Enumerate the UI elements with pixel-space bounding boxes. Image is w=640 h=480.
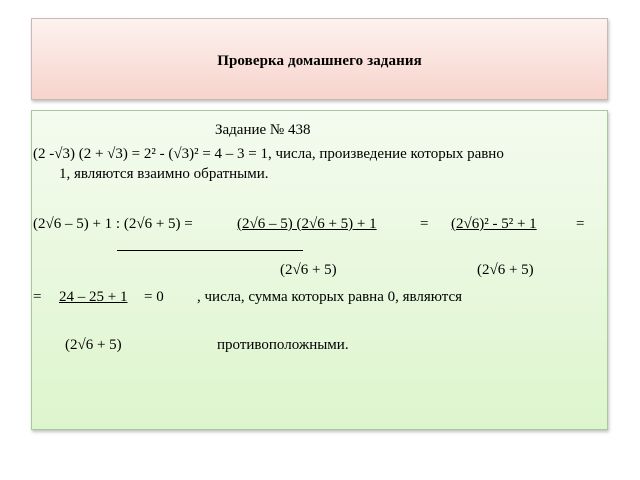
line3-comment-end: противоположными. <box>217 337 349 353</box>
line2-eq1: = <box>420 216 429 232</box>
line3-denominator: (2√6 + 5) <box>65 337 122 353</box>
line2-denominator1: (2√6 + 5) <box>280 262 337 278</box>
line3-comment: , числа, сумма которых равна 0, являются <box>197 289 463 305</box>
fraction-rule <box>117 250 303 251</box>
task-label: Задание № 438 <box>215 122 311 138</box>
line2-numerator2: (2√6)² - 5² + 1 <box>451 216 537 232</box>
line2-eq2: = <box>576 216 585 232</box>
title-box <box>31 18 608 100</box>
line3-numerator: 24 – 25 + 1 <box>59 289 128 305</box>
line2-denominator2: (2√6 + 5) <box>477 262 534 278</box>
line1-continuation: 1, являются взаимно обратными. <box>59 166 269 182</box>
line3-result: = 0 <box>144 289 164 305</box>
line3-prefix: = <box>33 289 42 305</box>
line1-text: (2 -√3) (2 + √3) = 2² - (√3)² = 4 – 3 = 1, числа, произведение которых равно <box>33 146 504 162</box>
slide-title: Проверка домашнего задания <box>217 53 422 69</box>
line2-numerator1: (2√6 – 5) (2√6 + 5) + 1 <box>237 216 377 232</box>
line2-lhs: (2√6 – 5) + 1 : (2√6 + 5) = <box>33 216 193 232</box>
